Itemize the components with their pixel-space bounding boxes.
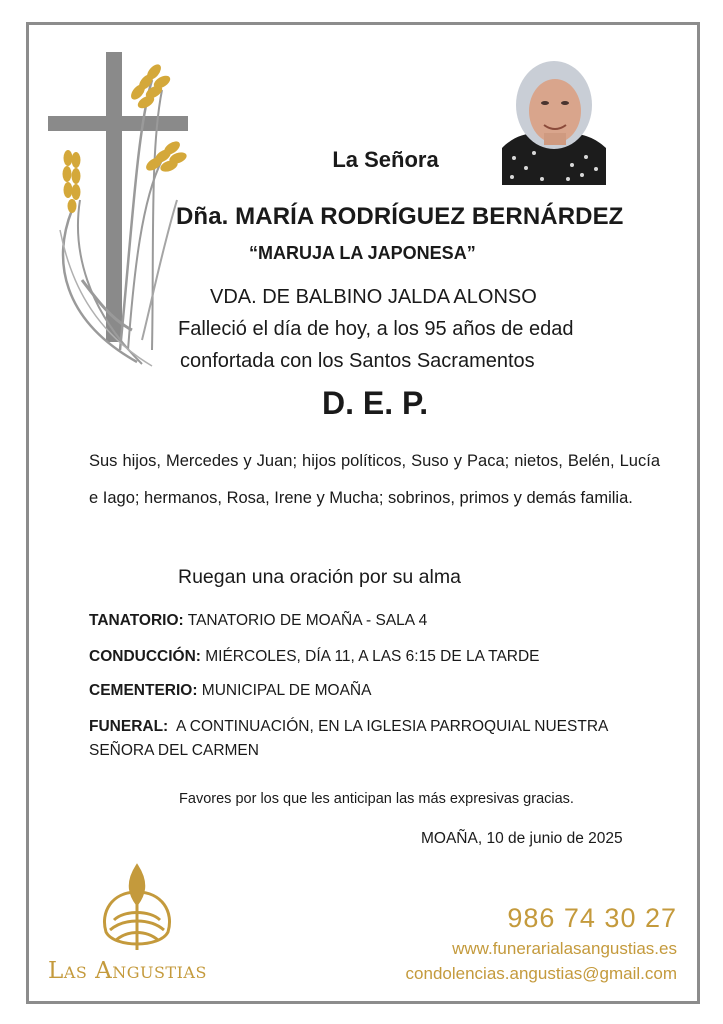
- death-statement: Falleció el día de hoy, a los 95 años de edad: [178, 318, 574, 340]
- company-website-link[interactable]: www.funerarialasangustias.es: [452, 939, 677, 958]
- deceased-name: Dña. MARÍA RODRÍGUEZ BERNÁRDEZ: [176, 203, 624, 230]
- detail-value: MIÉRCOLES, DÍA 11, A LAS 6:15 DE LA TARDE: [200, 648, 540, 665]
- company-email-link[interactable]: condolencias.angustias@gmail.com: [405, 964, 677, 983]
- company-phone[interactable]: 986 74 30 27: [507, 903, 677, 933]
- title-senora: La Señora: [332, 147, 439, 172]
- company-name: Las Angustias: [48, 958, 207, 984]
- place-date: MOAÑA, 10 de junio de 2025: [421, 830, 623, 847]
- rip-heading: D. E. P.: [322, 385, 429, 421]
- thanks-line: Favores por los que les anticipan las más expresivas gracias.: [179, 791, 574, 807]
- detail-label: TANATORIO:: [89, 612, 184, 629]
- detail-tanatorio: [89, 612, 427, 630]
- detail-value: MUNICIPAL DE MOAÑA: [197, 682, 372, 699]
- sacraments-statement: confortada con los Santos Sacramentos: [180, 350, 535, 372]
- deceased-alias: “MARUJA LA JAPONESA”: [249, 243, 476, 263]
- prayer-request: Ruegan una oración por su alma: [178, 566, 461, 588]
- detail-cementerio: [89, 682, 371, 700]
- family-paragraph: Sus hijos, Mercedes y Juan; hijos políticos, Suso y Paca; nietos, Belén, Lucía e Iago; hermanos, Rosa, Irene y Mucha; sobrinos, primos y demás familia.: [89, 452, 660, 507]
- detail-label: CEMENTERIO:: [89, 682, 198, 699]
- detail-value: TANATORIO DE MOAÑA - SALA 4: [183, 612, 428, 629]
- cross-wheat-icon: [42, 50, 192, 370]
- detail-label: CONDUCCIÓN:: [89, 648, 201, 665]
- detail-funeral: [89, 715, 649, 763]
- las-angustias-logo-icon: [92, 862, 182, 954]
- widow-of: VDA. DE BALBINO JALDA ALONSO: [210, 286, 537, 308]
- detail-label: FUNERAL:: [89, 718, 169, 735]
- detail-value: A CONTINUACIÓN, EN LA IGLESIA PARROQUIAL NUESTRA SEÑORA DEL CARMEN: [89, 718, 612, 759]
- detail-conduccion: [89, 648, 540, 666]
